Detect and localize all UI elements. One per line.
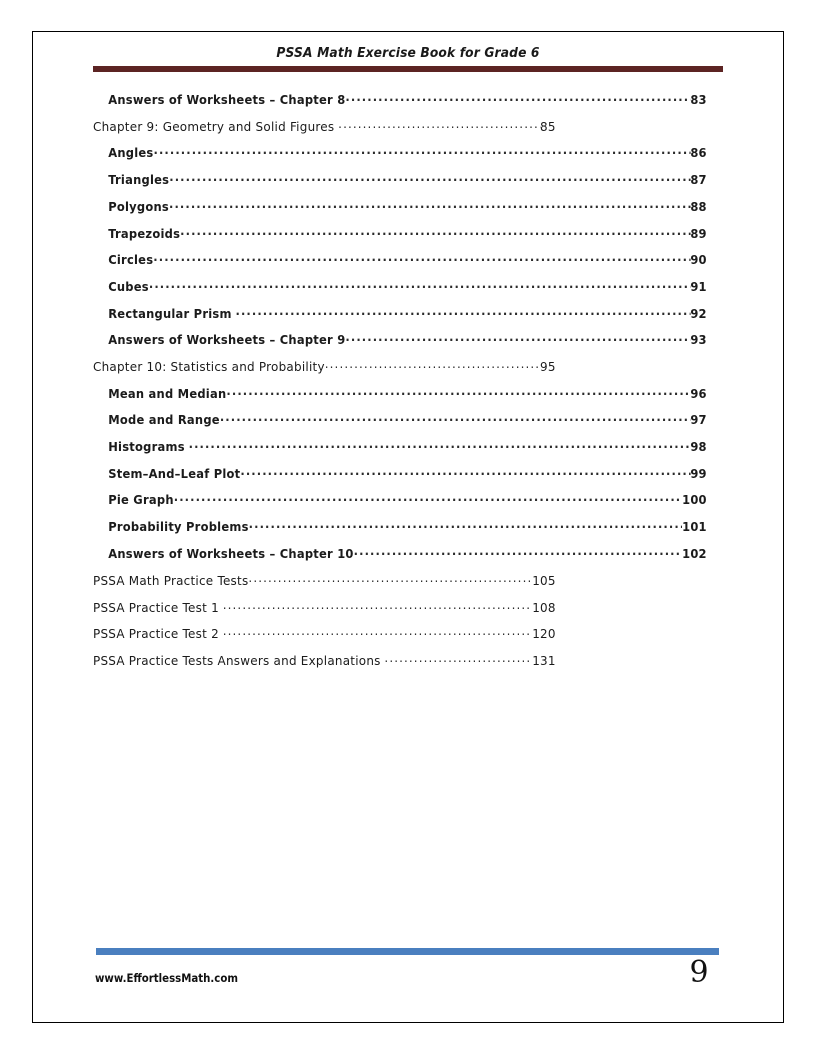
toc-entry-label: Probability Problems (108, 520, 249, 535)
toc-leader-dots (154, 145, 691, 157)
toc-entry-label: Circles (108, 253, 154, 268)
toc-entry[interactable] (93, 279, 707, 306)
toc-leader-dots (338, 119, 540, 132)
toc-leader-dots (236, 306, 691, 318)
toc-entry[interactable] (93, 145, 707, 172)
toc-entry[interactable] (93, 572, 556, 599)
toc-entry[interactable] (93, 172, 707, 199)
toc-entry-page-number: 96 (690, 386, 707, 401)
toc-entry[interactable] (93, 412, 707, 439)
toc-entry[interactable] (93, 92, 707, 119)
toc-entry-label: Rectangular Prism (108, 306, 232, 321)
toc-entry-label: Triangles (108, 173, 170, 188)
footer-rule (96, 948, 719, 955)
toc-entry-label: Histograms (108, 440, 185, 455)
toc-entry-page-number: 99 (690, 466, 707, 481)
toc-entry[interactable] (93, 386, 707, 413)
toc-leader-dots (226, 386, 690, 398)
toc-entry-page-number: 120 (532, 626, 556, 642)
toc-entry-page-number: 83 (690, 93, 707, 108)
toc-entry-label: PSSA Practice Tests Answers and Explanations (93, 653, 381, 669)
toc-entry[interactable] (93, 652, 556, 679)
toc-entry-page-number: 93 (690, 333, 707, 348)
toc-entry[interactable] (93, 546, 707, 573)
toc-entry-label: PSSA Math Practice Tests (93, 572, 249, 588)
toc-entry-page-number: 86 (690, 146, 707, 161)
toc-entry-page-number: 105 (532, 572, 556, 588)
toc-leader-dots (345, 332, 690, 344)
toc-leader-dots (220, 412, 691, 424)
toc-entry[interactable] (93, 119, 556, 146)
toc-leader-dots (240, 466, 690, 478)
toc-entry-label: Pie Graph (108, 493, 174, 508)
toc-entry-label: Polygons (108, 199, 169, 214)
toc-leader-dots (180, 225, 690, 237)
toc-leader-dots (149, 279, 690, 291)
toc-leader-dots (248, 572, 532, 585)
toc-entry[interactable] (93, 492, 707, 519)
toc-entry-page-number: 97 (690, 413, 707, 428)
toc-leader-dots (223, 599, 533, 612)
toc-entry-page-number: 87 (690, 173, 707, 188)
toc-entry-label: Trapezoids (108, 226, 181, 241)
footer-page-number: 9 (689, 955, 709, 990)
toc-leader-dots (169, 199, 690, 211)
toc-entry[interactable] (93, 306, 707, 333)
toc-leader-dots (325, 359, 540, 372)
toc-leader-dots (169, 172, 690, 184)
toc-entry-page-number: 102 (682, 546, 707, 561)
toc-entry[interactable] (93, 359, 556, 386)
toc-entry-page-number: 91 (690, 279, 707, 294)
toc-leader-dots (223, 626, 533, 639)
toc-leader-dots (354, 546, 682, 558)
toc-entry-label: Chapter 9: Geometry and Solid Figures (93, 119, 335, 135)
toc-entry-label: PSSA Practice Test 1 (93, 599, 219, 615)
toc-entry[interactable] (93, 332, 707, 359)
toc-entry[interactable] (93, 439, 707, 466)
toc-entry-label: PSSA Practice Test 2 (93, 626, 219, 642)
toc-leader-dots (384, 652, 532, 665)
toc-leader-dots (174, 492, 682, 504)
toc-entry-page-number: 101 (682, 520, 707, 535)
toc-entry-page-number: 100 (682, 493, 707, 508)
toc-entry-label: Cubes (108, 279, 149, 294)
toc-entry-page-number: 90 (690, 253, 707, 268)
toc-entry-page-number: 98 (690, 440, 707, 455)
toc-entry[interactable] (93, 199, 707, 226)
table-of-contents (93, 92, 723, 679)
footer-website-url: www.EffortlessMath.com (95, 971, 238, 985)
toc-entry-label: Answers of Worksheets – Chapter 8 (108, 93, 346, 108)
toc-leader-dots (345, 92, 690, 104)
toc-entry[interactable] (93, 519, 707, 546)
toc-leader-dots (249, 519, 682, 531)
toc-entry-page-number: 108 (532, 599, 556, 615)
toc-entry-label: Mode and Range (108, 413, 220, 428)
toc-entry-label: Stem–And–Leaf Plot (108, 466, 241, 481)
toc-entry[interactable] (93, 599, 556, 626)
toc-entry-page-number: 89 (690, 226, 707, 241)
toc-entry[interactable] (93, 252, 707, 279)
toc-entry-page-number: 131 (532, 653, 556, 669)
toc-entry[interactable] (93, 466, 707, 493)
toc-entry-label: Mean and Median (108, 386, 227, 401)
toc-entry-page-number: 85 (540, 119, 556, 135)
toc-entry[interactable] (93, 225, 707, 252)
toc-entry-page-number: 95 (540, 359, 556, 375)
toc-entry-label: Chapter 10: Statistics and Probability (93, 359, 325, 375)
header-rule (93, 66, 723, 72)
toc-entry-page-number: 92 (690, 306, 707, 321)
toc-leader-dots (189, 439, 691, 451)
toc-entry-label: Answers of Worksheets – Chapter 9 (108, 333, 346, 348)
toc-leader-dots (153, 252, 690, 264)
header-title: PSSA Math Exercise Book for Grade 6 (276, 46, 540, 61)
toc-entry-label: Angles (108, 146, 154, 161)
page-header (93, 46, 723, 72)
toc-entry[interactable] (93, 626, 556, 653)
toc-entry-page-number: 88 (690, 199, 707, 214)
toc-entry-label: Answers of Worksheets – Chapter 10 (108, 546, 354, 561)
